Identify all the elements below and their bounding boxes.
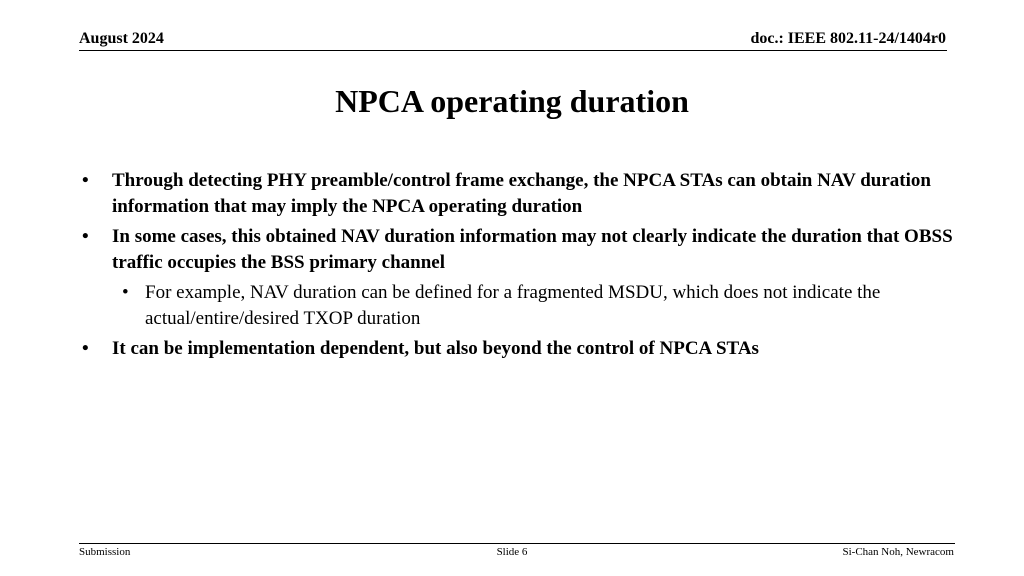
bullet-icon: •: [82, 170, 89, 191]
bullet-item: [82, 336, 982, 362]
bullet-icon: •: [82, 338, 89, 359]
slide-title: NPCA operating duration: [335, 83, 689, 119]
bullet-text: For example, NAV duration can be defined for a fragmented MSDU, which does not indicate the actual/entire/desired TXOP duration: [145, 282, 881, 329]
sub-bullet-item: [82, 280, 982, 332]
bullet-text: It can be implementation dependent, but also beyond the control of NPCA STAs: [112, 338, 759, 359]
footer-submission: Submission: [79, 546, 131, 558]
bullet-icon: •: [122, 282, 129, 303]
bullet-text: In some cases, this obtained NAV duration information may not clearly indicate the duration that OBSS traffic occupies the BSS primary channel: [112, 226, 953, 273]
bullet-item: [82, 224, 982, 276]
footer-author: Si-Chan Noh, Newracom: [842, 546, 954, 558]
bullet-icon: •: [82, 226, 89, 247]
header-divider: [79, 50, 947, 51]
footer-slide-number: Slide 6: [496, 546, 528, 558]
bullet-item: [82, 168, 982, 220]
bullet-text: Through detecting PHY preamble/control frame exchange, the NPCA STAs can obtain NAV duration information that may imply the NPCA operating duration: [112, 170, 931, 217]
footer-divider: [79, 543, 955, 544]
header-date: August 2024: [79, 30, 164, 47]
bullet-list: [82, 168, 982, 366]
header-doc-id: doc.: IEEE 802.11-24/1404r0: [750, 30, 946, 47]
